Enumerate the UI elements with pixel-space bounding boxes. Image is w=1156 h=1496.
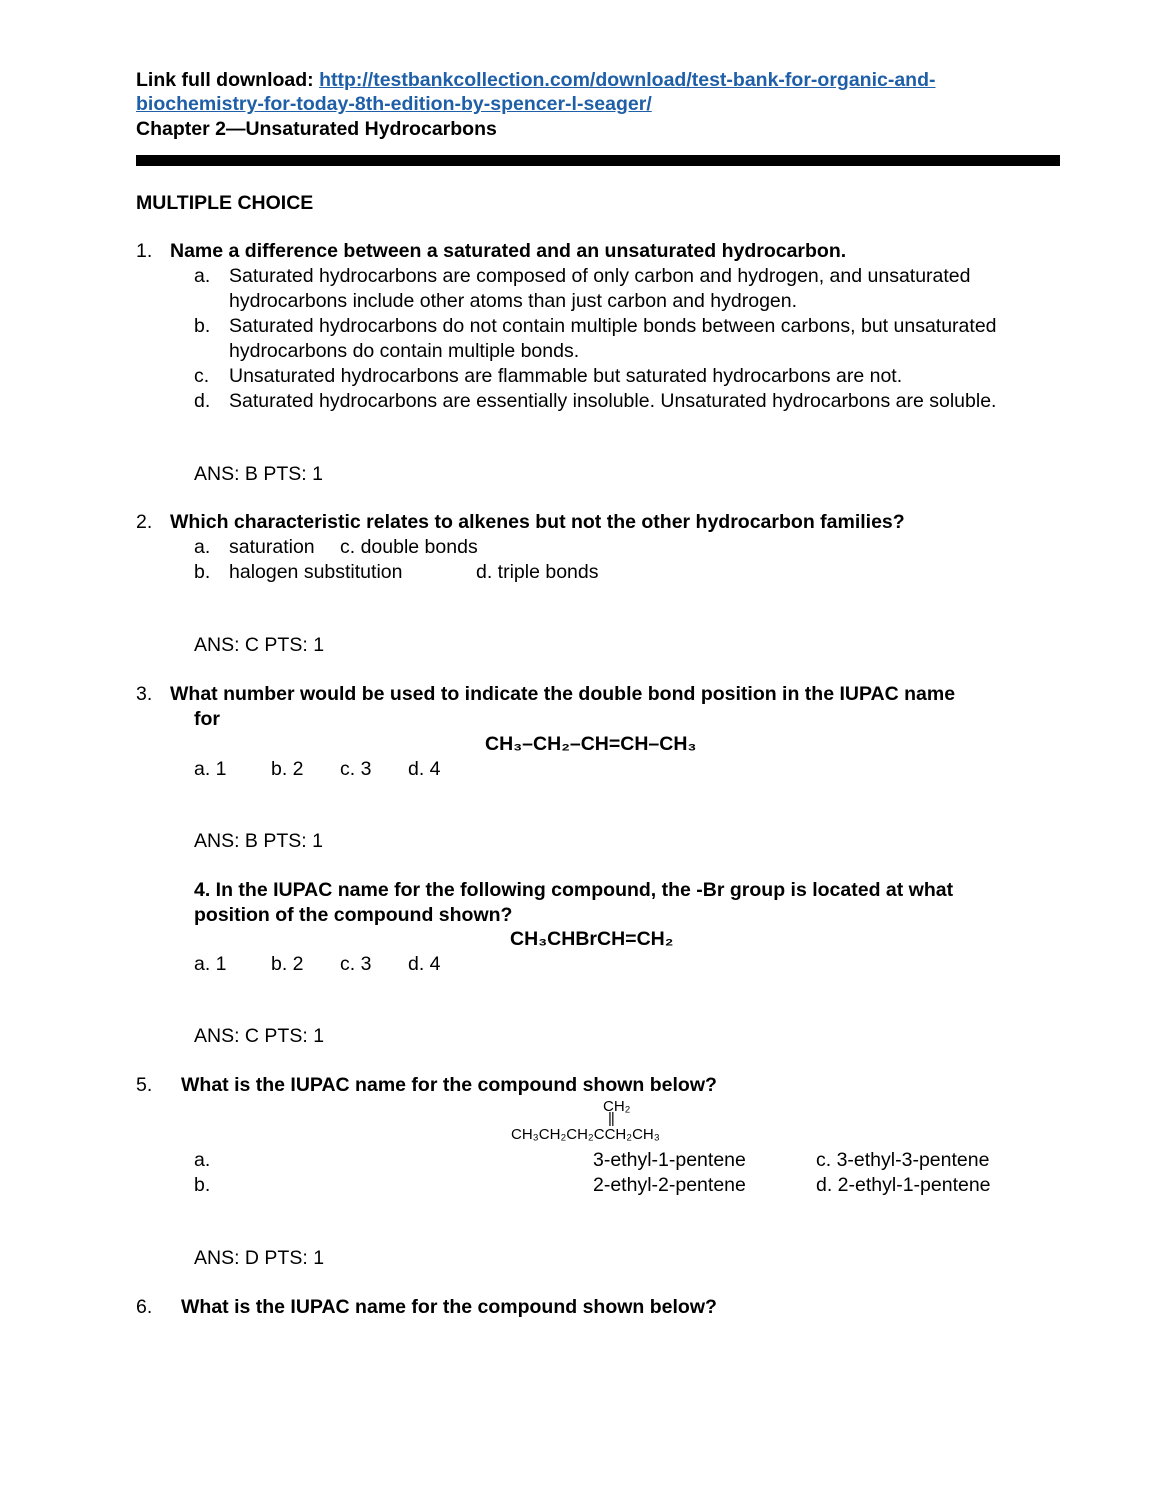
q1-answer: ANS: B PTS: 1 bbox=[194, 463, 323, 485]
q2-a-label: a. bbox=[194, 536, 211, 558]
q2-answer: ANS: C PTS: 1 bbox=[194, 634, 325, 656]
q6-number: 6. bbox=[136, 1296, 153, 1318]
link-prefix: Link full download: bbox=[136, 69, 320, 91]
q3-number: 3. bbox=[136, 683, 153, 705]
q3-formula: CH₃–CH₂–CH=CH–CH₃ bbox=[485, 733, 697, 755]
q5-structure-bond: || bbox=[608, 1110, 614, 1127]
q4-formula: CH₃CHBrCH=CH₂ bbox=[510, 928, 674, 950]
download-line bbox=[136, 71, 936, 91]
q1-stem: Name a difference between a saturated and an unsaturated hydrocarbon. bbox=[170, 240, 847, 262]
q2-option-c: c. double bonds bbox=[340, 536, 478, 558]
chapter-title: Chapter 2—Unsaturated Hydrocarbons bbox=[136, 118, 497, 140]
q5-a-label: a. bbox=[194, 1149, 211, 1171]
q2-option-d: d. triple bonds bbox=[476, 561, 599, 583]
q4-stem-line2: position of the compound shown? bbox=[194, 904, 513, 926]
header-rule bbox=[136, 155, 1060, 166]
q2-stem: Which characteristic relates to alkenes but not the other hydrocarbon families? bbox=[170, 511, 905, 533]
q2-b-label: b. bbox=[194, 561, 211, 583]
q3-option-d: d. 4 bbox=[408, 758, 441, 780]
q1-a-line2: hydrocarbons include other atoms than just carbon and hydrogen. bbox=[229, 290, 798, 312]
section-title: MULTIPLE CHOICE bbox=[136, 192, 314, 214]
q1-b-line2: hydrocarbons do contain multiple bonds. bbox=[229, 340, 580, 362]
q4-option-a: a. 1 bbox=[194, 953, 227, 975]
q5-answer: ANS: D PTS: 1 bbox=[194, 1247, 325, 1269]
q5-b-label: b. bbox=[194, 1174, 211, 1196]
q5-option-c: c. 3-ethyl-3-pentene bbox=[816, 1149, 990, 1171]
q2-option-b: halogen substitution bbox=[229, 561, 403, 583]
q3-answer: ANS: B PTS: 1 bbox=[194, 830, 323, 852]
q5-option-b: 2-ethyl-2-pentene bbox=[593, 1174, 746, 1196]
q1-number: 1. bbox=[136, 240, 153, 262]
q1-b-label: b. bbox=[194, 315, 211, 337]
q5-structure-top: CH₂ bbox=[603, 1098, 631, 1115]
q1-c-label: c. bbox=[194, 365, 210, 387]
q3-stem-line2: for bbox=[194, 708, 220, 730]
download-link-part1[interactable]: http://testbankcollection.com/download/test-bank-for-organic-and- bbox=[319, 69, 936, 91]
q5-structure-main: CH₃CH₂CH₂CCH₂CH₃ bbox=[511, 1126, 660, 1143]
q4-option-d: d. 4 bbox=[408, 953, 441, 975]
q1-d-line1: Saturated hydrocarbons are essentially insoluble. Unsaturated hydrocarbons are soluble. bbox=[229, 390, 997, 412]
q3-stem-line1: What number would be used to indicate the double bond position in the IUPAC name bbox=[170, 683, 956, 705]
q1-a-label: a. bbox=[194, 265, 211, 287]
q5-stem: What is the IUPAC name for the compound shown below? bbox=[181, 1074, 717, 1096]
q1-b-line1: Saturated hydrocarbons do not contain multiple bonds between carbons, but unsaturated bbox=[229, 315, 997, 337]
q4-option-b: b. 2 bbox=[271, 953, 304, 975]
q2-option-a: saturation bbox=[229, 536, 315, 558]
q3-option-b: b. 2 bbox=[271, 758, 304, 780]
q3-option-a: a. 1 bbox=[194, 758, 227, 780]
q5-option-d: d. 2-ethyl-1-pentene bbox=[816, 1174, 991, 1196]
q5-number: 5. bbox=[136, 1074, 153, 1096]
q4-answer: ANS: C PTS: 1 bbox=[194, 1025, 325, 1047]
q3-option-c: c. 3 bbox=[340, 758, 372, 780]
q1-a-line1: Saturated hydrocarbons are composed of only carbon and hydrogen, and unsaturated bbox=[229, 265, 971, 287]
q5-option-a: 3-ethyl-1-pentene bbox=[593, 1149, 746, 1171]
q4-option-c: c. 3 bbox=[340, 953, 372, 975]
download-link-part2[interactable]: biochemistry-for-today-8th-edition-by-spencer-l-seager/ bbox=[136, 93, 652, 115]
q2-number: 2. bbox=[136, 511, 153, 533]
q1-d-label: d. bbox=[194, 390, 211, 412]
q6-stem: What is the IUPAC name for the compound shown below? bbox=[181, 1296, 717, 1318]
q1-c-line1: Unsaturated hydrocarbons are flammable but saturated hydrocarbons are not. bbox=[229, 365, 903, 387]
q4-stem-line1: 4. In the IUPAC name for the following compound, the -Br group is located at what bbox=[194, 879, 954, 901]
